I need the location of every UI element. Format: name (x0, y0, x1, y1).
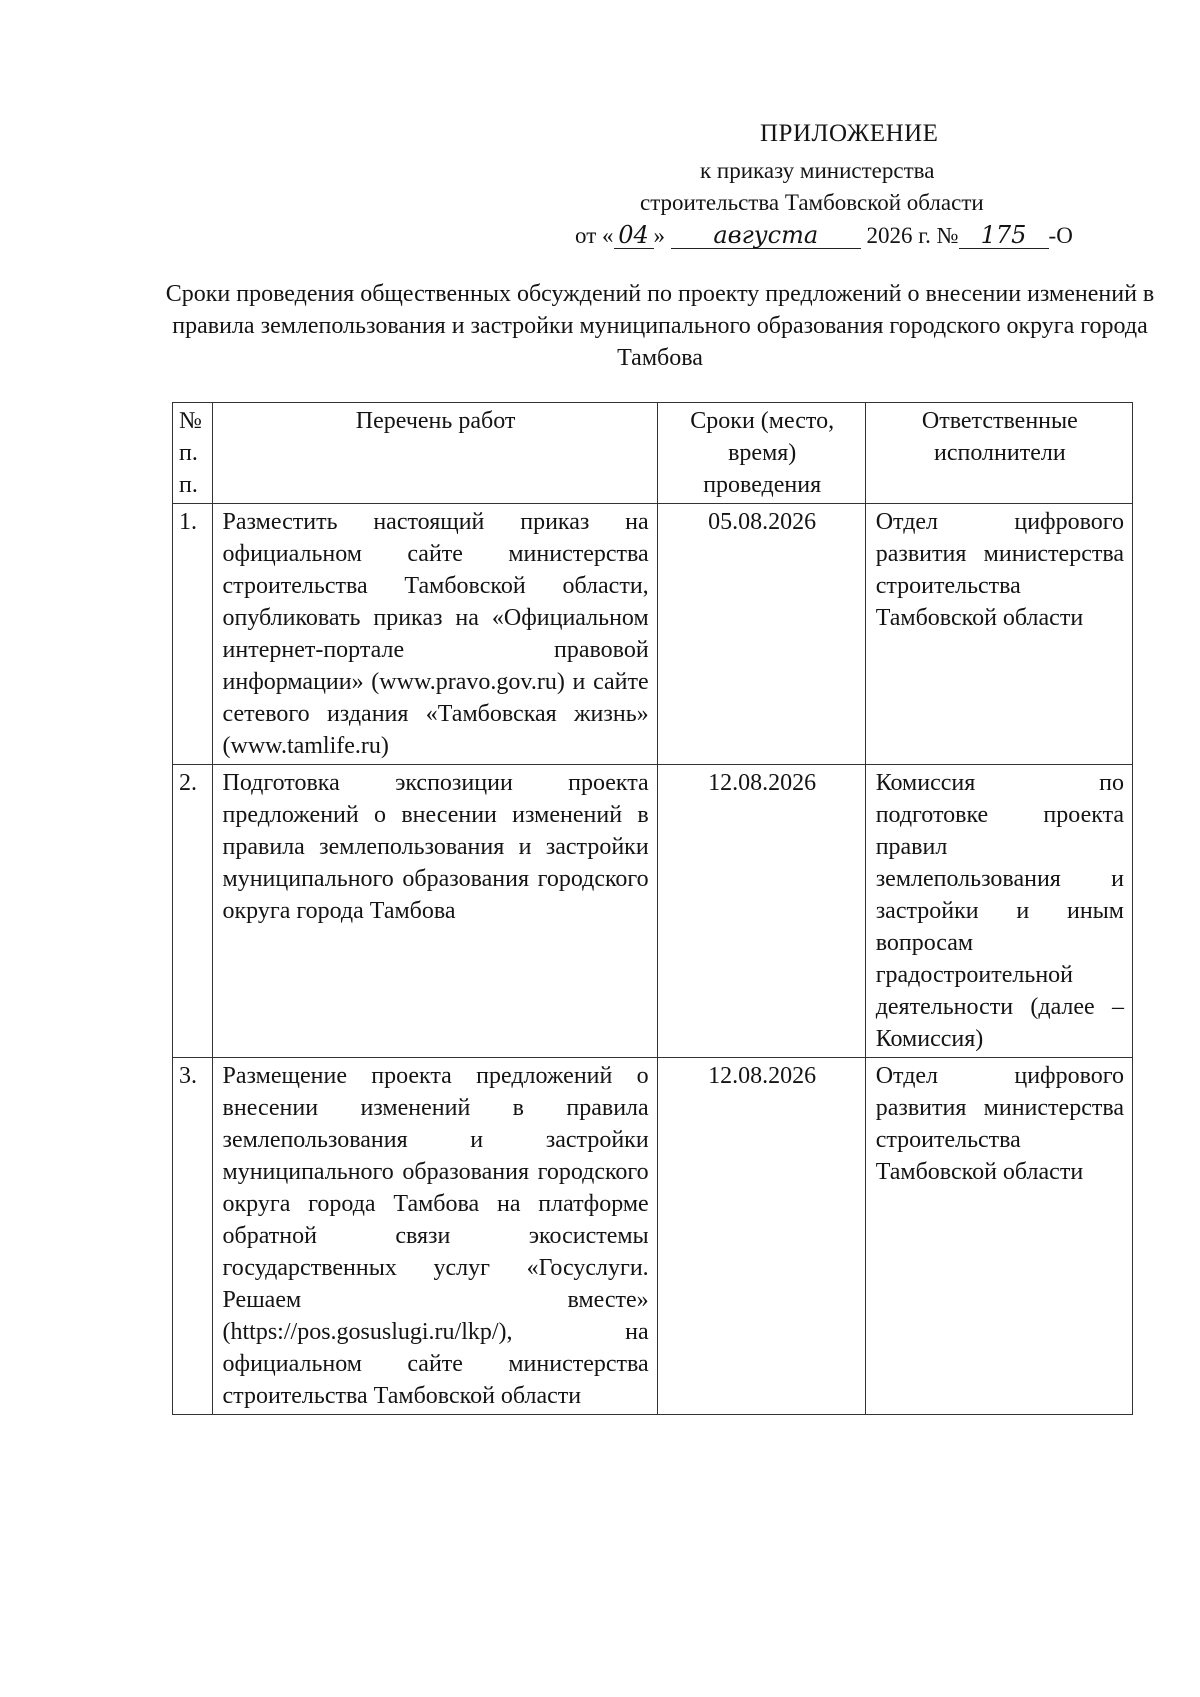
appendix-subtitle-line1: к приказу министерства (700, 158, 935, 183)
document-heading: Сроки проведения общественных обсуждений по проекту предложений о внесении изменений в правила землепользования и застройки муниципального образования городского округа города Тамбова (165, 281, 1155, 371)
header-responsible: Ответственные исполнители (865, 403, 1132, 504)
row-responsible: Отдел цифрового развития министерства строительства Тамбовской области (865, 504, 1132, 765)
row-dates: 12.08.2026 (657, 1058, 865, 1415)
row-work: Подготовка экспозиции проекта предложений о внесении изменений в правила землепользования и застройки муниципального образования городского округа города Тамбова (212, 765, 657, 1058)
row-num: 1. (173, 504, 213, 765)
handwritten-day: 04 (614, 222, 654, 249)
row-responsible: Комиссия по подготовке проекта правил землепользования и застройки и иным вопросам градостроительной деятельности (далее – Комиссия) (865, 765, 1132, 1058)
table-row (173, 1058, 1133, 1415)
year-and-number-label: 2026 г. № (866, 223, 959, 248)
row-work: Разместить настоящий приказ на официальном сайте министерства строительства Тамбовской области, опубликовать приказ на «Официальном интернет-портале правовой информации» (www.pravo.gov.ru) и сайте сетевого издания «Тамбовская жизнь» (www.tamlife.ru) (212, 504, 657, 765)
handwritten-month: августа (671, 222, 861, 249)
row-work: Размещение проекта предложений о внесении изменений в правила землепользования и застройки муниципального образования городского округа города Тамбова на платформе обратной связи экосистемы государственных услуг «Госуслуги. Решаем вместе» (https://pos.gosuslugi.ru/lkp/), на официальном сайте министерства строительства Тамбовской области (212, 1058, 657, 1415)
row-dates: 12.08.2026 (657, 765, 865, 1058)
header-work: Перечень работ (212, 403, 657, 504)
row-dates: 05.08.2026 (657, 504, 865, 765)
row-num: 2. (173, 765, 213, 1058)
table-header-row (173, 403, 1133, 504)
handwritten-order-number: 175 (959, 222, 1049, 249)
schedule-table (172, 402, 1133, 1415)
header-dates: Сроки (место, время) проведения (657, 403, 865, 504)
table-row (173, 765, 1133, 1058)
header-num: № п. п. (173, 403, 213, 504)
row-responsible: Отдел цифрового развития министерства строительства Тамбовской области (865, 1058, 1132, 1415)
order-number-suffix: -О (1048, 223, 1073, 248)
order-date-line (575, 222, 1073, 249)
appendix-title: ПРИЛОЖЕНИЕ (760, 120, 939, 147)
appendix-subtitle-line2: строительства Тамбовской области (640, 190, 984, 215)
row-num: 3. (173, 1058, 213, 1415)
table-row (173, 504, 1133, 765)
date-day-close: » (653, 223, 665, 248)
date-prefix: от « (575, 223, 614, 248)
